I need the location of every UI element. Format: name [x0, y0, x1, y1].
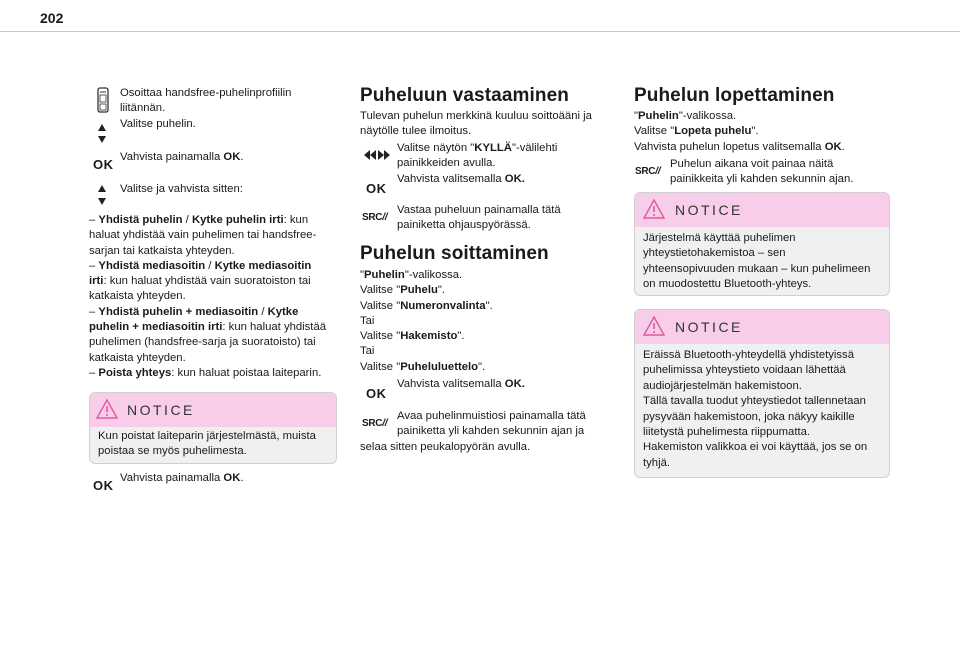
notice-title: NOTICE [127, 402, 195, 418]
answer-intro-text: Tulevan puhelun merkkinä kuuluu soittoääni ja näytölle tulee ilmoitus. [360, 110, 592, 138]
notice-text: Järjestelmä käyttää puhelimen yhteystietohakemistoa – sen yhteensopivuuden mukaan – kun puhelimeen on muodostettu Bluetooth-yhteys. [643, 232, 871, 291]
arrow-up-icon [98, 185, 106, 192]
src-steering-button-icon: SRC// [362, 212, 388, 223]
heading-end-call: Puhelun lopettaminen [634, 85, 835, 106]
select-confirm-text: Valitse ja vahvista sitten: [120, 183, 243, 195]
top-divider [0, 31, 960, 32]
arrow-down-icon [98, 136, 106, 143]
src-steering-button-icon: SRC// [362, 418, 388, 429]
phone-profile-text: Osoittaa handsfree-puhelinprofiilin liitännän. Valitse puhelin. [120, 87, 292, 130]
notice-header [635, 193, 889, 227]
list-item: – Yhdistä puhelin / Kytke puhelin irti: kun haluat yhdistää vain puhelimen tai handsfree- sarjan tai katkaista yhteyden. [89, 214, 317, 257]
list-item: – Poista yhteys: kun haluat poistaa laiteparin. [89, 366, 322, 379]
warning-triangle-icon [96, 399, 118, 419]
notice-box [634, 309, 890, 478]
notice-text: Kun poistat laiteparin järjestelmästä, muista poistaa se myös puhelimesta. [98, 430, 316, 458]
notice-text: Eräissä Bluetooth-yhteydellä yhdistetyissä puhelimissa yhteystieto voidaan lähettää audiojärjestelmän hakemistoon. Tällä tavalla tuodut yhteystiedot tallennetaan pysyvään hakemistoon, joka näkyy kaikille liitetystä puhelimesta riippumatta. Hakemiston valikkoa ei voi käyttää, jos se on tyhjä. [643, 349, 868, 469]
notice-title: NOTICE [675, 319, 743, 335]
list-item: – Yhdistä mediasoitin / Kytke mediasoitin irti: kun haluat yhdistää vain suoratoiston tai katkaista yhteyden. [89, 259, 312, 303]
mobile-phone-icon [97, 87, 109, 113]
open-phonebook-text-cont: selaa sitten peukalopyörän avulla. [360, 441, 531, 453]
arrow-down-icon [98, 198, 106, 205]
ok-button-icon: OK [93, 157, 114, 172]
confirm-ok-text: Vahvista painamalla OK. [120, 151, 244, 163]
answer-src-text: Vastaa puheluun painamalla tätä painiketta ohjauspyörässä. [397, 204, 561, 232]
warning-triangle-icon [643, 199, 665, 219]
list-item: – Yhdistä puhelin + mediasoitin / Kytke puhelin + mediasoitin irti: kun haluat yhdistää puhelimen (handsfree-sarja ja suoratoisto) tai katkaista yhteyden. [89, 305, 327, 364]
seek-arrows-icon [364, 150, 390, 160]
notice-title: NOTICE [675, 202, 743, 218]
confirm-ok-text: Vahvista valitsemalla OK. [397, 173, 525, 185]
warning-triangle-icon [643, 316, 665, 336]
heading-answer-call: Puheluun vastaaminen [360, 85, 569, 106]
arrow-up-icon [98, 124, 106, 131]
ok-button-icon: OK [366, 386, 387, 401]
open-phonebook-text: Avaa puhelinmuistiosi painamalla tätä painiketta yli kahden sekunnin ajan ja [397, 410, 586, 438]
notice-header [635, 310, 889, 344]
notice-header [90, 393, 336, 427]
end-call-steps: "Puhelin"-valikossa. Valitse "Lopeta puhelu". Vahvista puhelun lopetus valitsemalla OK. [634, 110, 845, 153]
notice-box [89, 392, 337, 464]
page-number: 202 [40, 10, 64, 26]
confirm-ok-text: Vahvista valitsemalla OK. [397, 378, 525, 390]
make-call-steps: "Puhelin"-valikossa. Valitse "Puhelu". Valitse "Numeronvalinta". Tai Valitse "Hakemisto". Tai Valitse "Puheluluettelo". [360, 269, 493, 373]
ok-button-icon: OK [93, 478, 114, 493]
connection-options-list [89, 213, 339, 381]
confirm-ok-text: Vahvista painamalla OK. [120, 472, 244, 484]
end-call-src-text: Puhelun aikana voit painaa näitä painikkeita yli kahden sekunnin ajan. [670, 158, 854, 186]
notice-box [634, 192, 890, 296]
ok-button-icon: OK [366, 181, 387, 196]
heading-make-call: Puhelun soittaminen [360, 243, 549, 264]
src-steering-button-icon: SRC// [635, 166, 661, 177]
select-yes-tab-text: Valitse näytön "KYLLÄ"-välilehti painikkeiden avulla. [397, 142, 558, 170]
